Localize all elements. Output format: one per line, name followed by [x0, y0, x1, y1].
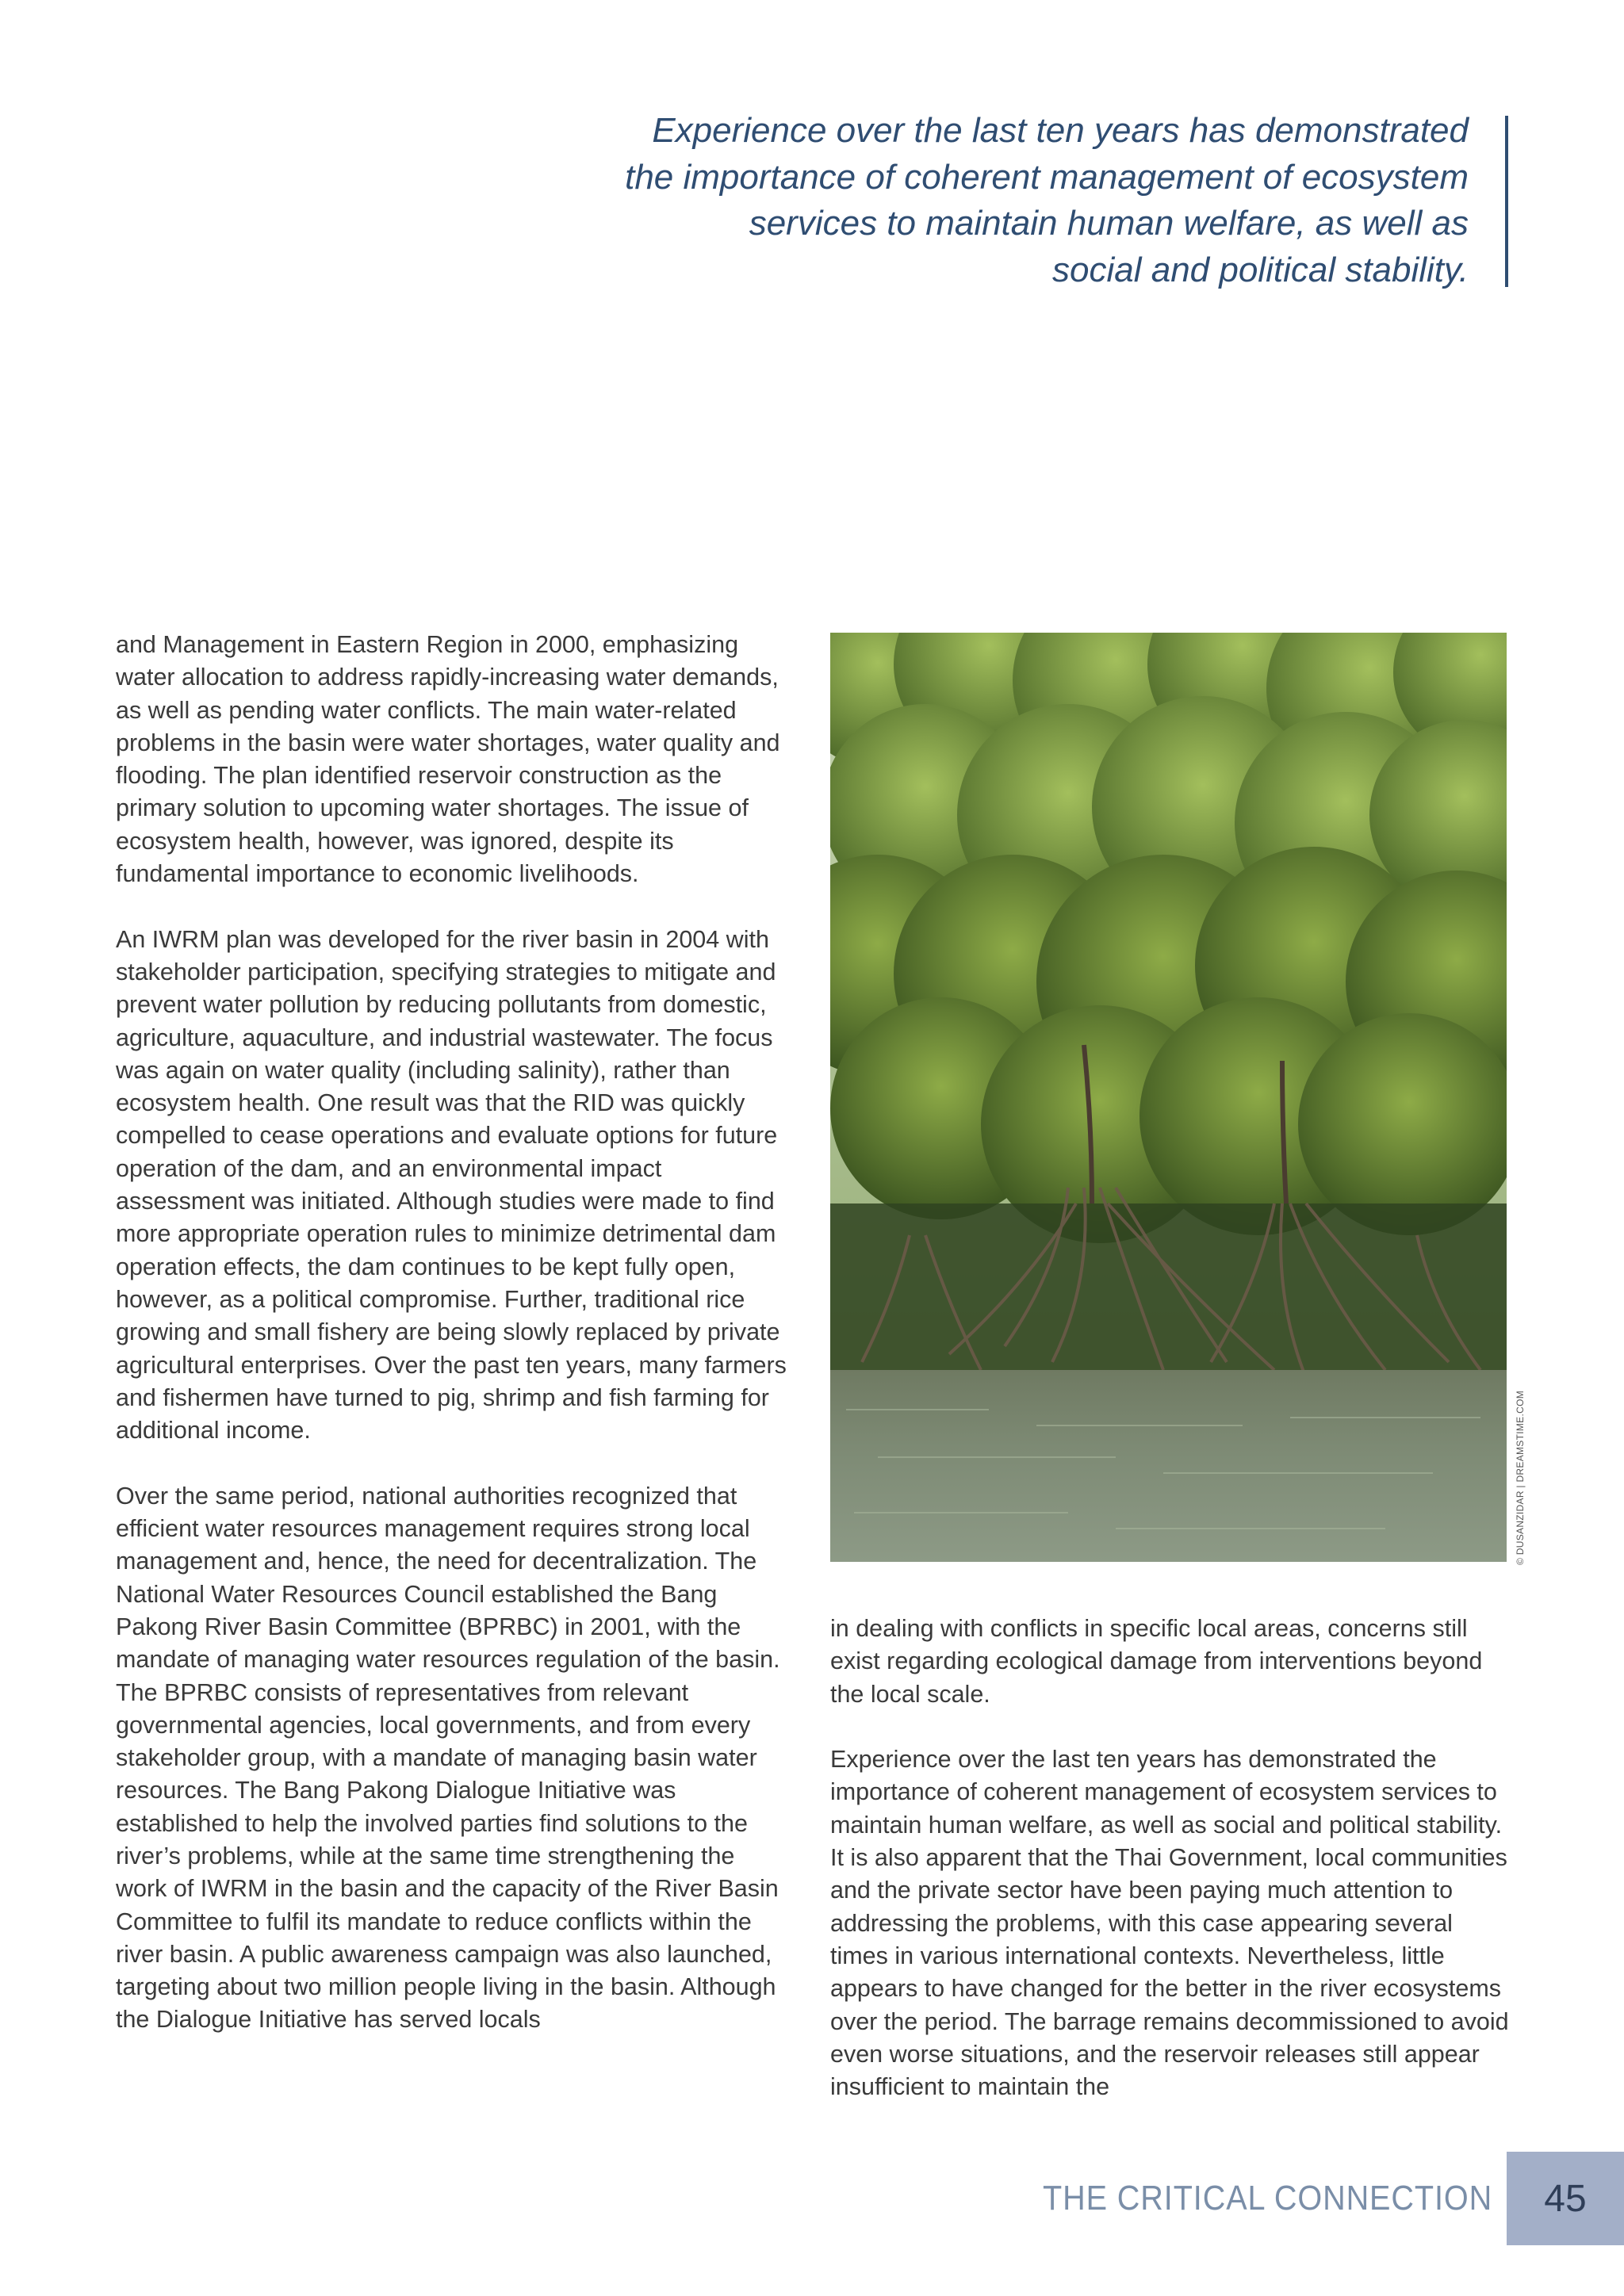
footer-publication-title: THE CRITICAL CONNECTION	[1042, 2179, 1492, 2218]
page-number-box	[1507, 2152, 1624, 2245]
body-paragraph: in dealing with conflicts in specific local areas, concerns still exist regarding ecological damage from interventions beyond the local scale.	[830, 1615, 1483, 1708]
pull-quote-line: social and political stability.	[1052, 250, 1469, 289]
mangrove-photo	[830, 633, 1507, 1562]
body-paragraph: Over the same period, national authorities recognized that efficient water resources management requires strong local management and, hence, the need for decentralization. The National Water Resources Council established the Bang Pakong River Basin Committee (BPRBC) in 2001, with the mandate of managing water resources regulation of the basin. The BPRBC consists of representatives from relevant governmental agencies, local governments, and from every stakeholder group, with a mandate of managing basin water resources. The Bang Pakong Dialogue Initiative was established to help the involved parties find solutions to the river’s problems, while at the same time strengthening the work of IWRM in the basin and the capacity of the River Basin Committee to fulfil its mandate to reduce conflicts within the river basin. A public awareness campaign was also launched, targeting about two million people living in the basin. Although the Dialogue Initiative has served locals	[116, 1482, 780, 2034]
left-column	[116, 629, 791, 2037]
body-paragraph: Experience over the last ten years has demonstrated the importance of coherent management of ecosystem services to maintain human welfare, as well as social and political stability. It is also apparent that the Thai Government, local communities and the private sector have been paying much attention to addressing the problems, with this case appearing several times in various international contexts. Nevertheless, little appears to have changed for the better in the river ecosystems over the period. The barrage remains decommissioned to avoid even worse situations, and the reservoir releases still appear insufficient to maintain the	[830, 1746, 1509, 2101]
pull-quote-line: Experience over the last ten years has demonstrated	[652, 111, 1469, 150]
page-number: 45	[1544, 2177, 1587, 2220]
photo-credit: © DUSANZIDAR | DREAMSTIME.COM	[1515, 1390, 1526, 1565]
pull-quote	[555, 108, 1469, 293]
right-column	[830, 1613, 1512, 2103]
pull-quote-line: services to maintain human welfare, as well as	[749, 204, 1469, 243]
pull-quote-line: the importance of coherent management of ecosystem	[625, 157, 1469, 197]
body-paragraph: and Management in Eastern Region in 2000, emphasizing water allocation to address rapidly-increasing water demands, as well as pending water conflicts. The main water-related problems in the basin were water shortages, water quality and flooding. The plan identified reservoir construction as the primary solution to upcoming water shortages. The issue of ecosystem health, however, was ignored, despite its fundamental importance to economic livelihoods.	[116, 631, 780, 888]
pull-quote-rule	[1505, 116, 1508, 287]
body-paragraph: An IWRM plan was developed for the river basin in 2004 with stakeholder participation, specifying strategies to mitigate and prevent water pollution by reducing pollutants from domestic, agriculture, aquaculture, and industrial wastewater. The focus was again on water quality (including salinity), rather than ecosystem health. One result was that the RID was quickly compelled to cease operations and evaluate options for future operation of the dam, and an environmental impact assessment was initiated. Although studies were made to find more appropriate operation rules to minimize detrimental dam operation effects, the dam continues to be kept fully open, however, as a political compromise. Further, traditional rice growing and small fishery are being slowly replaced by private agricultural enterprises. Over the past ten years, many farmers and fishermen have turned to pig, shrimp and fish farming for additional income.	[116, 925, 787, 1445]
mangrove-illustration	[830, 633, 1507, 1562]
